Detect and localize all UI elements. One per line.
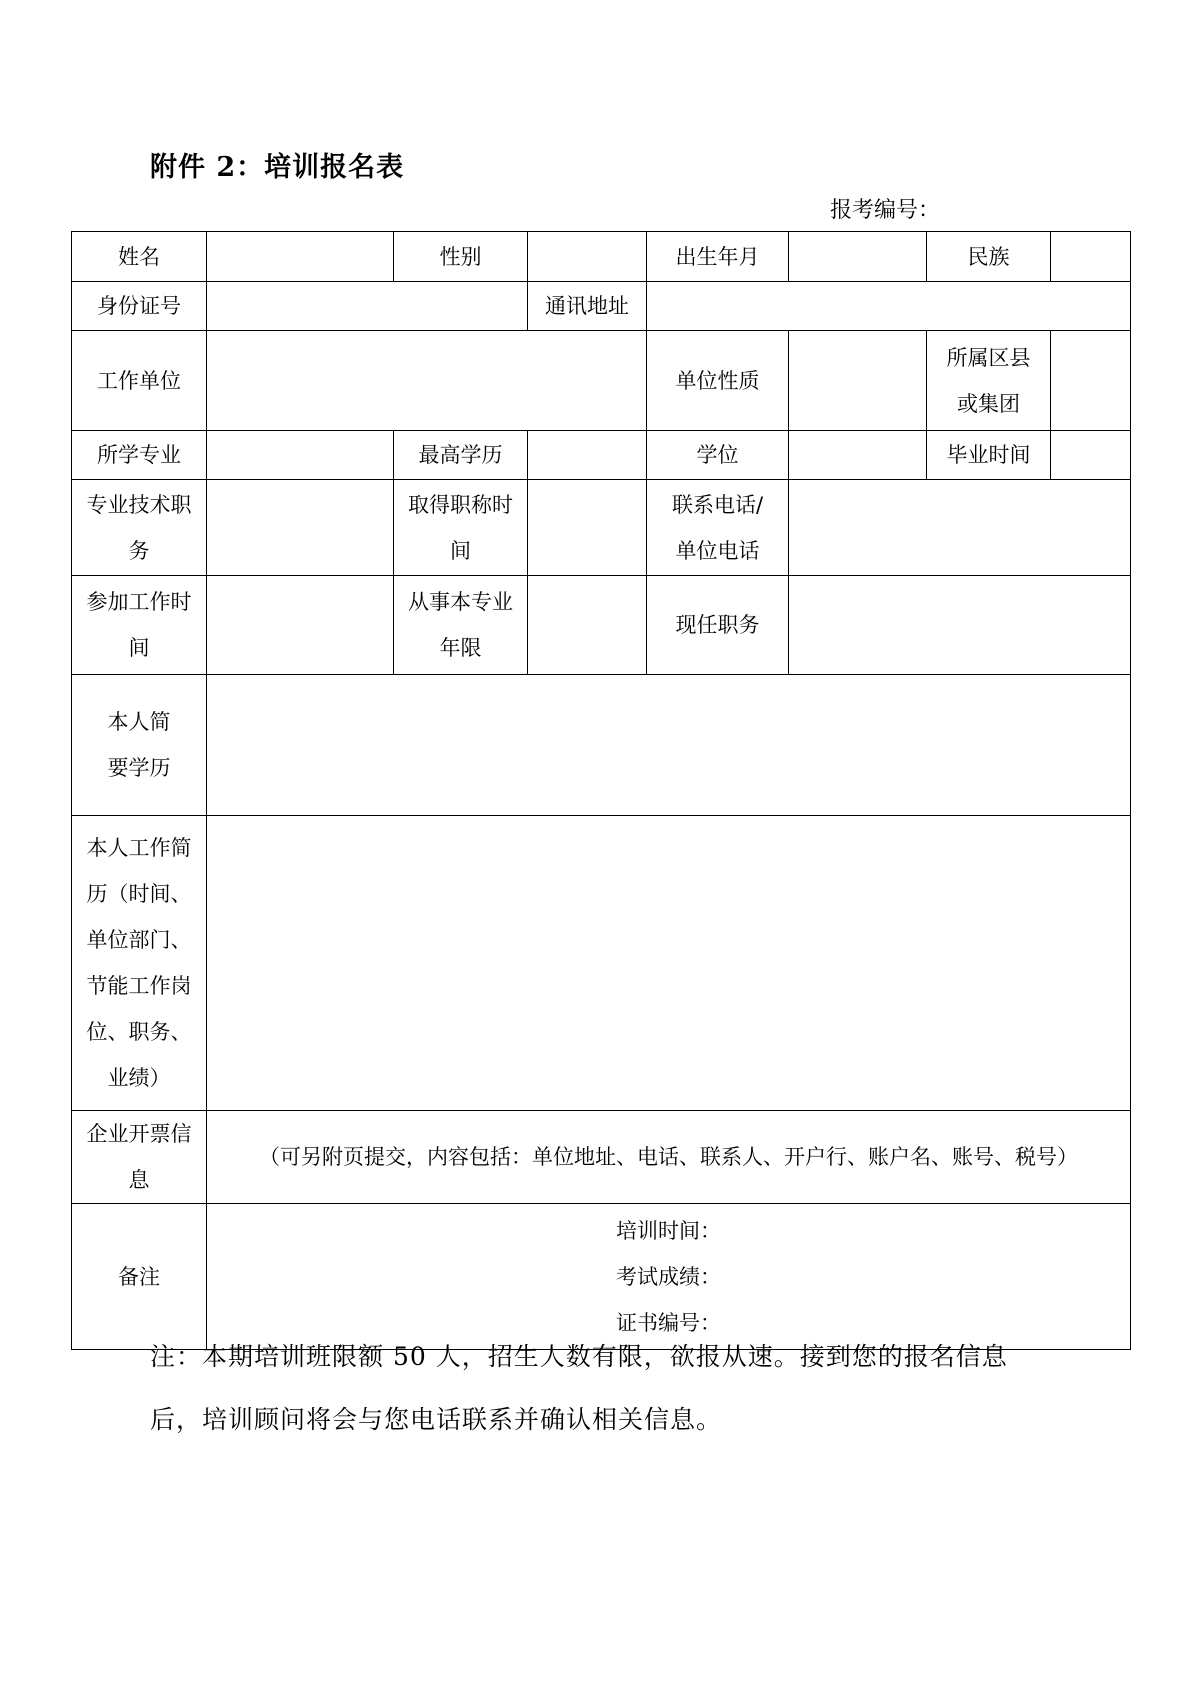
ethnicity-label: 民族: [927, 232, 1051, 282]
work-start-field[interactable]: [207, 576, 394, 675]
invoice-label: 企业开票信息: [72, 1111, 207, 1204]
work-start-line1: 参加工作时: [86, 590, 192, 614]
phone-label-line2: 单位电话: [675, 538, 760, 563]
registration-form: [71, 231, 1131, 1350]
title-time-line1: 取得职称时: [408, 492, 513, 517]
invoice-note: （可另附页提交，内容包括：单位地址、电话、联系人、开户行、账户名、账号、税号）: [259, 1145, 1078, 1169]
ethnicity-field[interactable]: [1051, 232, 1131, 282]
graduation-label: 毕业时间: [927, 431, 1051, 480]
name-field[interactable]: [207, 232, 394, 282]
id-label: 身份证号: [72, 282, 207, 331]
work-start-label: [72, 576, 207, 675]
training-time-label: 培训时间：: [616, 1218, 721, 1243]
remarks-label: 备注: [72, 1204, 207, 1350]
unit-nature-field[interactable]: [789, 331, 927, 431]
address-label: 通讯地址: [528, 282, 647, 331]
professional-title-label: [72, 480, 207, 576]
invoice-field[interactable]: [207, 1111, 1131, 1204]
birth-field[interactable]: [789, 232, 927, 282]
work-resume-line2: 历（时间、: [86, 882, 192, 906]
id-field[interactable]: [207, 282, 528, 331]
district-label-line1: 所属区县: [946, 345, 1031, 370]
degree-label: 学位: [647, 431, 789, 480]
edu-resume-line1: 本人简: [107, 710, 171, 734]
years-label-line2: 年限: [439, 636, 482, 660]
work-resume-line5: 位、职务、: [86, 1020, 192, 1044]
professional-title-field[interactable]: [207, 480, 394, 576]
district-label: [927, 331, 1051, 431]
years-field[interactable]: [528, 576, 647, 675]
work-resume-line1: 本人工作简: [86, 836, 192, 860]
position-label: 现任职务: [647, 576, 789, 675]
education-label: 最高学历: [394, 431, 528, 480]
phone-field[interactable]: [789, 480, 1131, 576]
footer-note: 注：本期培训班限额 50 人，招生人数有限，欲报从速。接到您的报名信息后，培训顾问将会与您电话联系并确认相关信息。: [150, 1342, 1008, 1434]
degree-field[interactable]: [789, 431, 927, 480]
unit-nature-label: 单位性质: [647, 331, 789, 431]
years-label: [394, 576, 528, 675]
exam-number-label: 报考编号：: [830, 198, 941, 223]
edu-resume-field[interactable]: [207, 675, 1131, 816]
years-label-line1: 从事本专业: [408, 590, 513, 614]
name-label: 姓名: [72, 232, 207, 282]
professional-title-line2: 务: [128, 538, 150, 563]
work-resume-line4: 节能工作岗: [86, 974, 192, 998]
exam-score-label: 考试成绩：: [616, 1264, 721, 1289]
work-resume-line3: 单位部门、: [86, 928, 192, 952]
page-title: 附件 2：培训报名表: [150, 152, 405, 183]
certificate-number-label: 证书编号：: [616, 1310, 721, 1335]
major-field[interactable]: [207, 431, 394, 480]
birth-label: 出生年月: [647, 232, 789, 282]
work-resume-label: [72, 816, 207, 1111]
phone-label: [647, 480, 789, 576]
phone-label-line1: 联系电话/: [671, 492, 764, 517]
professional-title-line1: 专业技术职: [86, 492, 192, 517]
address-field[interactable]: [647, 282, 1131, 331]
work-resume-field[interactable]: [207, 816, 1131, 1111]
title-time-label: [394, 480, 528, 576]
gender-label: 性别: [394, 232, 528, 282]
district-label-line2: 或集团: [957, 391, 1020, 416]
gender-field[interactable]: [528, 232, 647, 282]
major-label: 所学专业: [72, 431, 207, 480]
work-start-line2: 间: [128, 636, 150, 660]
title-time-line2: 间: [450, 538, 471, 563]
district-field[interactable]: [1051, 331, 1131, 431]
work-unit-field[interactable]: [207, 331, 647, 431]
work-resume-line6: 业绩）: [107, 1066, 171, 1090]
graduation-field[interactable]: [1051, 431, 1131, 480]
edu-resume-line2: 要学历: [107, 756, 171, 780]
work-unit-label: 工作单位: [72, 331, 207, 431]
education-field[interactable]: [528, 431, 647, 480]
title-time-field[interactable]: [528, 480, 647, 576]
edu-resume-label: [72, 675, 207, 816]
position-field[interactable]: [789, 576, 1131, 675]
